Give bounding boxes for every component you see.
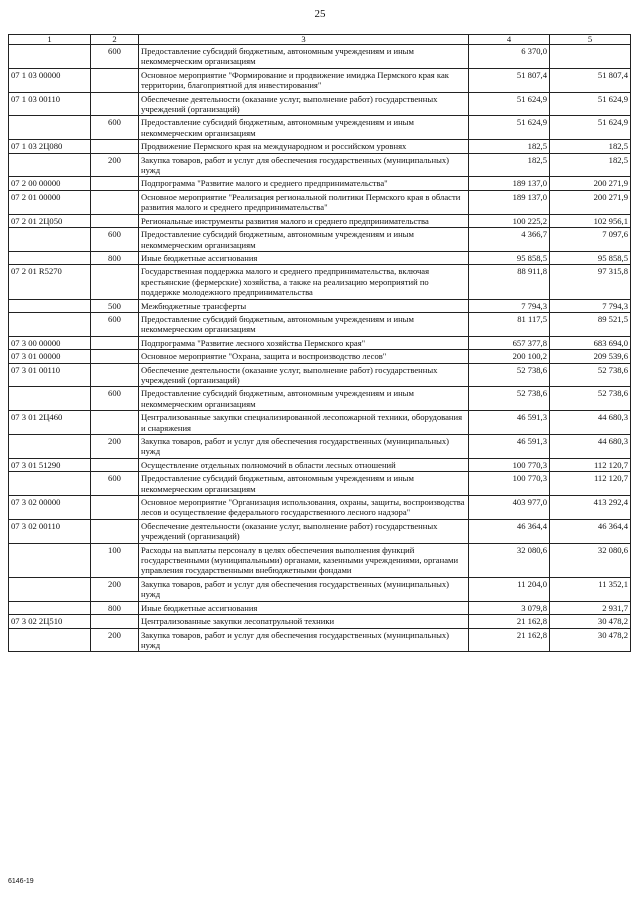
- amount-col5-cell: 209 539,6: [550, 350, 631, 363]
- amount-col5-cell: 30 478,2: [550, 628, 631, 652]
- amount-col5-cell: 7 794,3: [550, 299, 631, 312]
- description-cell: Предоставление субсидий бюджетным, автономным учреждениям и иным некоммерческим организациям: [139, 312, 469, 336]
- expense-type-cell: [91, 92, 139, 116]
- amount-col5-cell: 182,5: [550, 140, 631, 153]
- amount-col5-cell: 182,5: [550, 153, 631, 177]
- amount-col4-cell: 6 370,0: [469, 45, 550, 69]
- page-number: 25: [314, 8, 326, 20]
- amount-col4-cell: 95 858,5: [469, 251, 550, 264]
- amount-col5-cell: 200 271,9: [550, 177, 631, 190]
- col-header-5: 5: [550, 35, 631, 45]
- description-cell: Иные бюджетные ассигнования: [139, 251, 469, 264]
- table-row: [9, 411, 631, 435]
- amount-col5-cell: 683 694,0: [550, 336, 631, 349]
- table-row: [9, 458, 631, 471]
- budget-code-cell: [9, 543, 91, 577]
- expense-type-cell: [91, 336, 139, 349]
- table-row: [9, 628, 631, 652]
- table-row: [9, 45, 631, 69]
- table-row: [9, 153, 631, 177]
- description-cell: Государственная поддержка малого и среднего предпринимательства, включая крестьянские (фермерские) хозяйства, а также на реализацию мероприятий по поддержке молодежного предпринимательства: [139, 265, 469, 299]
- col-header-2: 2: [91, 35, 139, 45]
- table-row: [9, 387, 631, 411]
- budget-code-cell: 07 3 00 00000: [9, 336, 91, 349]
- budget-code-cell: 07 3 01 2Ц460: [9, 411, 91, 435]
- amount-col4-cell: 7 794,3: [469, 299, 550, 312]
- description-cell: Расходы на выплаты персоналу в целях обеспечения выполнения функций государственными (муниципальными) органами, казенными учреждениями, органами управления государственными внебюджетными фондами: [139, 543, 469, 577]
- description-cell: Основное мероприятие "Организация использования, охраны, защиты, воспроизводства лесов и осуществление федерального государственного лесного надзора": [139, 496, 469, 520]
- budget-code-cell: [9, 153, 91, 177]
- expense-type-cell: [91, 615, 139, 628]
- description-cell: Подпрограмма "Развитие лесного хозяйства Пермского края": [139, 336, 469, 349]
- description-cell: Обеспечение деятельности (оказание услуг, выполнение работ) государственных учреждений (организаций): [139, 363, 469, 387]
- table-row: [9, 265, 631, 299]
- budget-code-cell: 07 1 03 2Ц080: [9, 140, 91, 153]
- amount-col4-cell: 21 162,8: [469, 615, 550, 628]
- description-cell: Предоставление субсидий бюджетным, автономным учреждениям и иным некоммерческим организациям: [139, 472, 469, 496]
- col-header-4: 4: [469, 35, 550, 45]
- description-cell: Предоставление субсидий бюджетным, автономным учреждениям и иным некоммерческим организациям: [139, 45, 469, 69]
- table-row: [9, 496, 631, 520]
- expense-type-cell: [91, 68, 139, 92]
- expense-type-cell: [91, 350, 139, 363]
- amount-col4-cell: 51 624,9: [469, 92, 550, 116]
- expense-type-cell: 600: [91, 45, 139, 69]
- table-row: [9, 251, 631, 264]
- amount-col4-cell: 189 137,0: [469, 177, 550, 190]
- expense-type-cell: 600: [91, 116, 139, 140]
- expense-type-cell: [91, 411, 139, 435]
- description-cell: Централизованные закупки специализированной лесопожарной техники, оборудования и снаряжения: [139, 411, 469, 435]
- amount-col4-cell: 189 137,0: [469, 190, 550, 214]
- table-body: [9, 45, 631, 652]
- budget-code-cell: 07 3 01 00000: [9, 350, 91, 363]
- budget-code-cell: 07 3 01 51290: [9, 458, 91, 471]
- amount-col5-cell: [550, 45, 631, 69]
- budget-code-cell: 07 2 01 00000: [9, 190, 91, 214]
- table-row: [9, 190, 631, 214]
- description-cell: Закупка товаров, работ и услуг для обеспечения государственных (муниципальных) нужд: [139, 628, 469, 652]
- amount-col5-cell: 51 807,4: [550, 68, 631, 92]
- expense-type-cell: [91, 265, 139, 299]
- amount-col5-cell: 44 680,3: [550, 411, 631, 435]
- amount-col5-cell: 51 624,9: [550, 116, 631, 140]
- amount-col5-cell: 30 478,2: [550, 615, 631, 628]
- amount-col4-cell: 32 080,6: [469, 543, 550, 577]
- amount-col4-cell: 46 591,3: [469, 411, 550, 435]
- amount-col4-cell: 52 738,6: [469, 387, 550, 411]
- expense-type-cell: 200: [91, 435, 139, 459]
- col-header-3: 3: [139, 35, 469, 45]
- amount-col5-cell: 95 858,5: [550, 251, 631, 264]
- expense-type-cell: 100: [91, 543, 139, 577]
- budget-code-cell: [9, 601, 91, 614]
- amount-col5-cell: 112 120,7: [550, 458, 631, 471]
- description-cell: Иные бюджетные ассигнования: [139, 601, 469, 614]
- amount-col4-cell: 21 162,8: [469, 628, 550, 652]
- budget-code-cell: [9, 472, 91, 496]
- col-header-1: 1: [9, 35, 91, 45]
- table-row: [9, 92, 631, 116]
- description-cell: Основное мероприятие "Формирование и продвижение имиджа Пермского края как территории, благоприятной для инвестирования": [139, 68, 469, 92]
- expense-type-cell: 600: [91, 312, 139, 336]
- budget-code-cell: [9, 116, 91, 140]
- amount-col5-cell: 413 292,4: [550, 496, 631, 520]
- amount-col5-cell: 46 364,4: [550, 519, 631, 543]
- budget-code-cell: [9, 628, 91, 652]
- amount-col4-cell: 200 100,2: [469, 350, 550, 363]
- description-cell: Обеспечение деятельности (оказание услуг, выполнение работ) государственных учреждений (организаций): [139, 92, 469, 116]
- description-cell: Закупка товаров, работ и услуг для обеспечения государственных (муниципальных) нужд: [139, 435, 469, 459]
- budget-code-cell: [9, 228, 91, 252]
- amount-col5-cell: 52 738,6: [550, 363, 631, 387]
- amount-col4-cell: 182,5: [469, 153, 550, 177]
- budget-code-cell: 07 1 03 00000: [9, 68, 91, 92]
- amount-col4-cell: 88 911,8: [469, 265, 550, 299]
- budget-code-cell: 07 3 01 00110: [9, 363, 91, 387]
- description-cell: Закупка товаров, работ и услуг для обеспечения государственных (муниципальных) нужд: [139, 153, 469, 177]
- budget-code-cell: [9, 45, 91, 69]
- table-row: [9, 472, 631, 496]
- amount-col4-cell: 100 225,2: [469, 214, 550, 227]
- budget-code-cell: [9, 299, 91, 312]
- amount-col5-cell: 52 738,6: [550, 387, 631, 411]
- table-row: [9, 214, 631, 227]
- description-cell: Осуществление отдельных полномочий в области лесных отношений: [139, 458, 469, 471]
- amount-col5-cell: 112 120,7: [550, 472, 631, 496]
- amount-col5-cell: 11 352,1: [550, 577, 631, 601]
- description-cell: Подпрограмма "Развитие малого и среднего предпринимательства": [139, 177, 469, 190]
- expense-type-cell: [91, 177, 139, 190]
- budget-code-cell: [9, 387, 91, 411]
- expense-type-cell: [91, 496, 139, 520]
- amount-col4-cell: 52 738,6: [469, 363, 550, 387]
- expense-type-cell: [91, 519, 139, 543]
- budget-code-cell: [9, 435, 91, 459]
- table-row: [9, 299, 631, 312]
- expense-type-cell: 200: [91, 577, 139, 601]
- column-header-row: [9, 35, 631, 45]
- amount-col5-cell: 89 521,5: [550, 312, 631, 336]
- amount-col4-cell: 46 591,3: [469, 435, 550, 459]
- amount-col4-cell: 100 770,3: [469, 458, 550, 471]
- amount-col4-cell: 46 364,4: [469, 519, 550, 543]
- amount-col4-cell: 51 624,9: [469, 116, 550, 140]
- expense-type-cell: [91, 214, 139, 227]
- table-row: [9, 336, 631, 349]
- budget-code-cell: 07 1 03 00110: [9, 92, 91, 116]
- budget-code-cell: 07 2 01 2Ц050: [9, 214, 91, 227]
- amount-col4-cell: 100 770,3: [469, 472, 550, 496]
- amount-col4-cell: 657 377,8: [469, 336, 550, 349]
- description-cell: Межбюджетные трансферты: [139, 299, 469, 312]
- expense-type-cell: 800: [91, 601, 139, 614]
- description-cell: Предоставление субсидий бюджетным, автономным учреждениям и иным некоммерческим организациям: [139, 116, 469, 140]
- budget-code-cell: 07 3 02 00110: [9, 519, 91, 543]
- table-row: [9, 177, 631, 190]
- expense-type-cell: [91, 458, 139, 471]
- expense-type-cell: 600: [91, 472, 139, 496]
- table-row: [9, 519, 631, 543]
- description-cell: Закупка товаров, работ и услуг для обеспечения государственных (муниципальных) нужд: [139, 577, 469, 601]
- expense-type-cell: 200: [91, 628, 139, 652]
- expense-type-cell: 800: [91, 251, 139, 264]
- amount-col5-cell: 51 624,9: [550, 92, 631, 116]
- amount-col5-cell: 200 271,9: [550, 190, 631, 214]
- table-row: [9, 116, 631, 140]
- description-cell: Предоставление субсидий бюджетным, автономным учреждениям и иным некоммерческим организациям: [139, 228, 469, 252]
- table-row: [9, 615, 631, 628]
- budget-code-cell: 07 3 02 2Ц510: [9, 615, 91, 628]
- amount-col5-cell: 2 931,7: [550, 601, 631, 614]
- footer-code: 6146-19: [8, 878, 34, 885]
- budget-code-cell: [9, 312, 91, 336]
- budget-code-cell: 07 2 00 00000: [9, 177, 91, 190]
- table-row: [9, 543, 631, 577]
- expense-type-cell: [91, 190, 139, 214]
- budget-code-cell: 07 2 01 R5270: [9, 265, 91, 299]
- table-row: [9, 140, 631, 153]
- budget-code-cell: [9, 577, 91, 601]
- table-row: [9, 363, 631, 387]
- table-row: [9, 68, 631, 92]
- amount-col4-cell: 11 204,0: [469, 577, 550, 601]
- amount-col5-cell: 32 080,6: [550, 543, 631, 577]
- description-cell: Предоставление субсидий бюджетным, автономным учреждениям и иным некоммерческим организациям: [139, 387, 469, 411]
- table-row: [9, 228, 631, 252]
- amount-col5-cell: 7 097,6: [550, 228, 631, 252]
- description-cell: Продвижение Пермского края на международном и российском уровнях: [139, 140, 469, 153]
- table-row: [9, 601, 631, 614]
- budget-code-cell: 07 3 02 00000: [9, 496, 91, 520]
- table-row: [9, 577, 631, 601]
- description-cell: Региональные инструменты развития малого и среднего предпринимательства: [139, 214, 469, 227]
- amount-col5-cell: 102 956,1: [550, 214, 631, 227]
- table-row: [9, 435, 631, 459]
- expense-type-cell: [91, 140, 139, 153]
- description-cell: Обеспечение деятельности (оказание услуг, выполнение работ) государственных учреждений (организаций): [139, 519, 469, 543]
- amount-col5-cell: 97 315,8: [550, 265, 631, 299]
- expense-type-cell: [91, 363, 139, 387]
- expense-type-cell: 200: [91, 153, 139, 177]
- amount-col4-cell: 403 977,0: [469, 496, 550, 520]
- table-row: [9, 312, 631, 336]
- expense-type-cell: 500: [91, 299, 139, 312]
- expense-type-cell: 600: [91, 387, 139, 411]
- budget-code-cell: [9, 251, 91, 264]
- amount-col4-cell: 4 366,7: [469, 228, 550, 252]
- expense-type-cell: 600: [91, 228, 139, 252]
- amount-col5-cell: 44 680,3: [550, 435, 631, 459]
- description-cell: Основное мероприятие "Реализация региональной политики Пермского края в области развития малого и среднего предпринимательства": [139, 190, 469, 214]
- table-row: [9, 350, 631, 363]
- amount-col4-cell: 51 807,4: [469, 68, 550, 92]
- amount-col4-cell: 81 117,5: [469, 312, 550, 336]
- description-cell: Централизованные закупки лесопатрульной техники: [139, 615, 469, 628]
- budget-table: [8, 34, 631, 652]
- amount-col4-cell: 182,5: [469, 140, 550, 153]
- amount-col4-cell: 3 079,8: [469, 601, 550, 614]
- description-cell: Основное мероприятие "Охрана, защита и воспроизводство лесов": [139, 350, 469, 363]
